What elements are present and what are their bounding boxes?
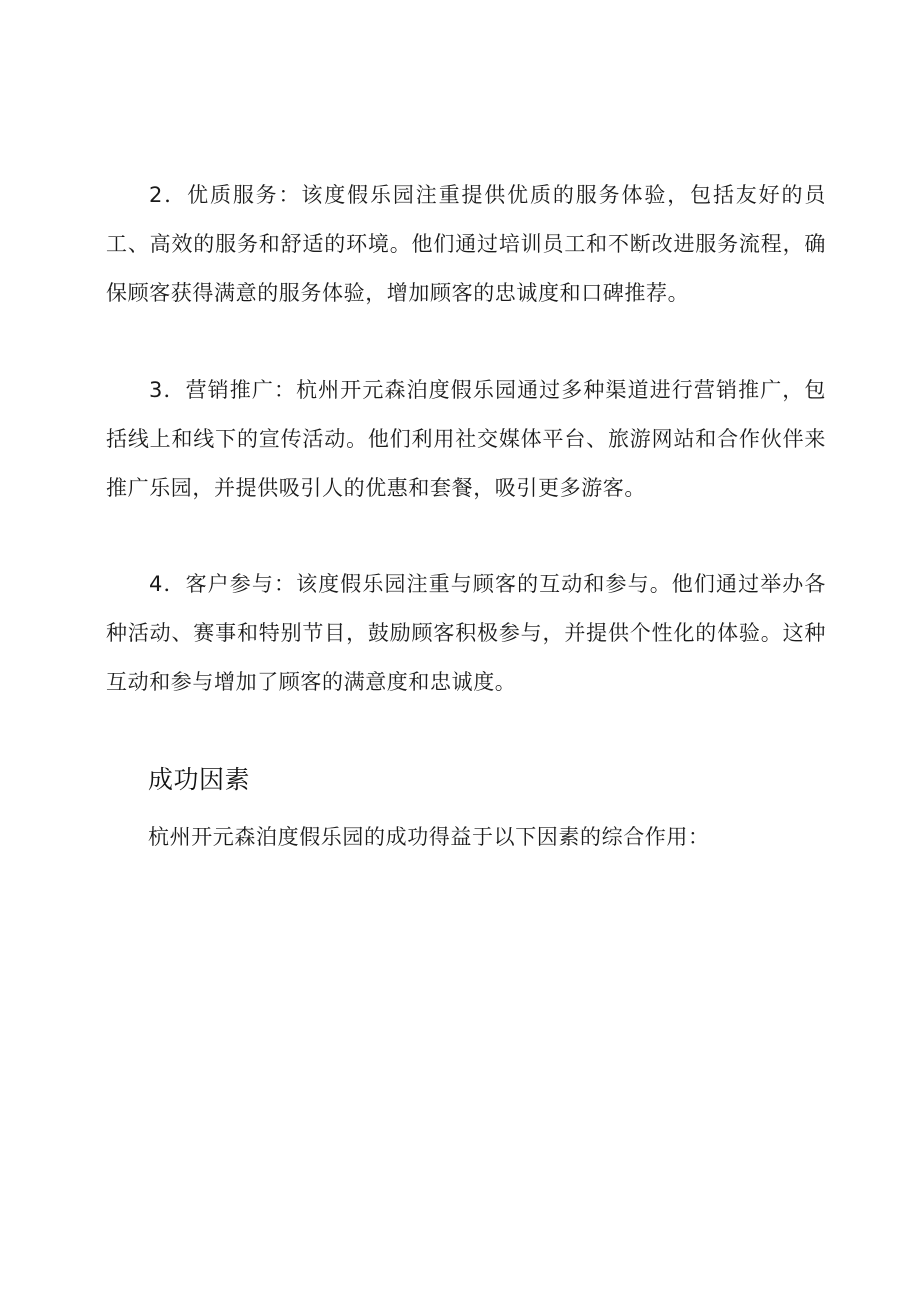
section-paragraph-4 bbox=[106, 560, 826, 707]
section-paragraph-2 bbox=[106, 171, 826, 318]
section-number: 4 bbox=[149, 572, 163, 596]
section-paragraph-3 bbox=[106, 366, 826, 513]
section-number: 3 bbox=[149, 378, 163, 402]
section-text: ．营销推广：杭州开元森泊度假乐园通过多种渠道进行营销推广，包括线上和线下的宣传活动。他们利用社交媒体平台、旅游网站和合作伙伴来推广乐园，并提供吸引人的优惠和套餐，吸引更多游客。 bbox=[106, 378, 826, 500]
section-text: ．优质服务：该度假乐园注重提供优质的服务体验，包括友好的员工、高效的服务和舒适的环境。他们通过培训员工和不断改进服务流程，确保顾客获得满意的服务体验，增加顾客的忠诚度和口碑推荐。 bbox=[106, 183, 826, 305]
section-number: 2 bbox=[149, 183, 163, 207]
section-heading-success-factors: 成功因素 bbox=[148, 765, 251, 794]
success-factors-intro: 杭州开元森泊度假乐园的成功得益于以下因素的综合作用： bbox=[148, 825, 710, 849]
section-text: ．客户参与：该度假乐园注重与顾客的互动和参与。他们通过举办各种活动、赛事和特别节目，鼓励顾客积极参与，并提供个性化的体验。这种互动和参与增加了顾客的满意度和忠诚度。 bbox=[106, 572, 826, 694]
